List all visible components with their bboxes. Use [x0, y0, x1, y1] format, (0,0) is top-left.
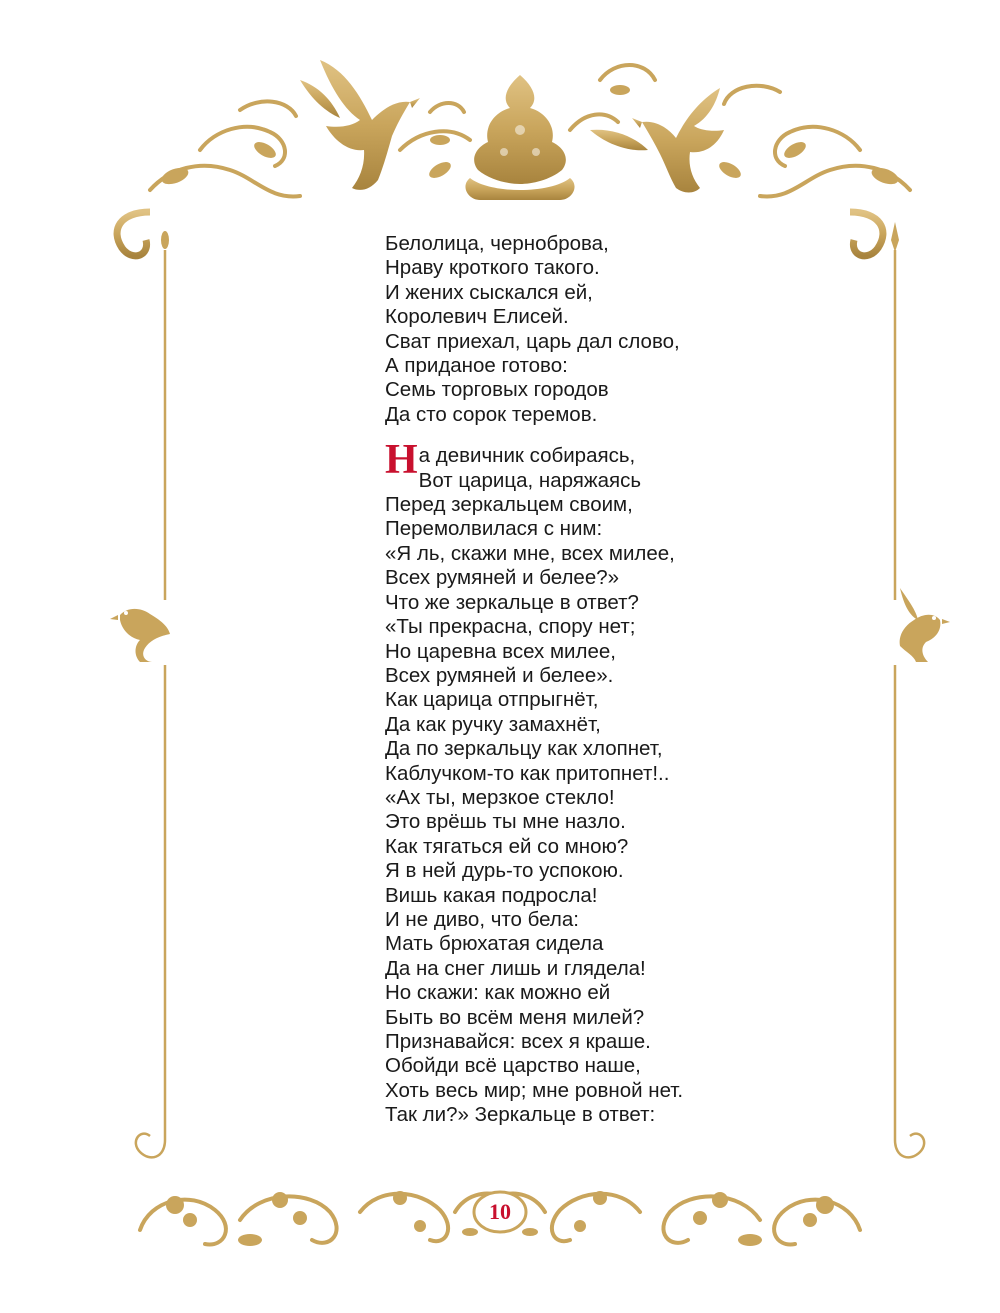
poem-line: Вишь какая подросла! [385, 883, 598, 907]
poem-line: Да как ручку замахнёт, [385, 712, 601, 736]
poem-line: И не диво, что бела: [385, 907, 579, 931]
crown-flower-icon [465, 75, 574, 200]
perched-bird-left-icon [110, 609, 170, 662]
poem-text [385, 232, 885, 1128]
poem-line: «Ах ты, мерзкое стекло! [385, 785, 615, 809]
poem-line: Вот царица, наряжаясь [418, 468, 642, 492]
poem-line: Перед зеркальцем своим, [385, 493, 633, 517]
poem-line: Перемолвилася с ним: [385, 517, 603, 541]
poem-line: Это врёшь ты мне назло. [385, 810, 626, 834]
poem-line: Как тягаться ей со мною? [385, 834, 629, 858]
poem-line: Но царевна всех милее, [385, 639, 616, 663]
firebird-left-icon [300, 60, 420, 190]
poem-line: Сват приехал, царь дал слово, [385, 329, 680, 353]
poem-line: Белолица, черноброва, [385, 232, 609, 255]
poem-line: А приданое готово: [385, 354, 568, 378]
poem-line: Обойди всё царство наше, [385, 1054, 641, 1078]
stanza-2 [385, 437, 885, 1127]
poem-line: Так ли?» Зеркальце в ответ: [385, 1103, 656, 1127]
poem-line: Хоть весь мир; мне ровной нет. [385, 1078, 684, 1102]
poem-line: Семь торговых городов [385, 378, 609, 402]
poem-line: Как царица отпрыгнёт, [385, 688, 599, 712]
bottom-frame-bar [100, 1170, 960, 1254]
poem-line: Мать брюхатая сидела [385, 932, 604, 956]
page-number: 10 [489, 1199, 511, 1224]
poem-line: Королевич Елисей. [385, 305, 569, 329]
stanza-1 [385, 232, 885, 427]
poem-line: «Я ль, скажи мне, всех милее, [385, 541, 675, 565]
poem-line: Что же зеркальце в ответ? [385, 590, 639, 614]
poem-line: Я в ней дурь-то успокою. [385, 859, 624, 883]
poem-line: Да сто сорок теремов. [385, 402, 598, 426]
poem-line: Признавайся: всех я краше. [385, 1030, 651, 1053]
poem-line: «Ты прекрасна, спору нет; [385, 615, 636, 639]
firebird-right-icon [590, 88, 724, 193]
first-line-rest: а девичник собираясь, [418, 444, 636, 468]
poem-line: Нраву кроткого такого. [385, 256, 600, 280]
poem-line: Каблучком-то как притопнет!.. [385, 761, 670, 785]
perched-bird-right-icon [900, 588, 950, 662]
poem-line: Всех румяней и белее?» [385, 566, 620, 590]
poem-line: Быть во всём меня милей? [385, 1005, 645, 1029]
poem-line: Да на снег лишь и глядела! [385, 956, 646, 980]
drop-cap: Н [385, 437, 418, 484]
poem-line: Всех румяней и белее». [385, 663, 614, 687]
poem-line: И жених сыскался ей, [385, 280, 593, 304]
poem-line: Но скажи: как можно ей [385, 981, 611, 1005]
poem-line: Да по зеркальцу как хлопнет, [385, 737, 663, 761]
